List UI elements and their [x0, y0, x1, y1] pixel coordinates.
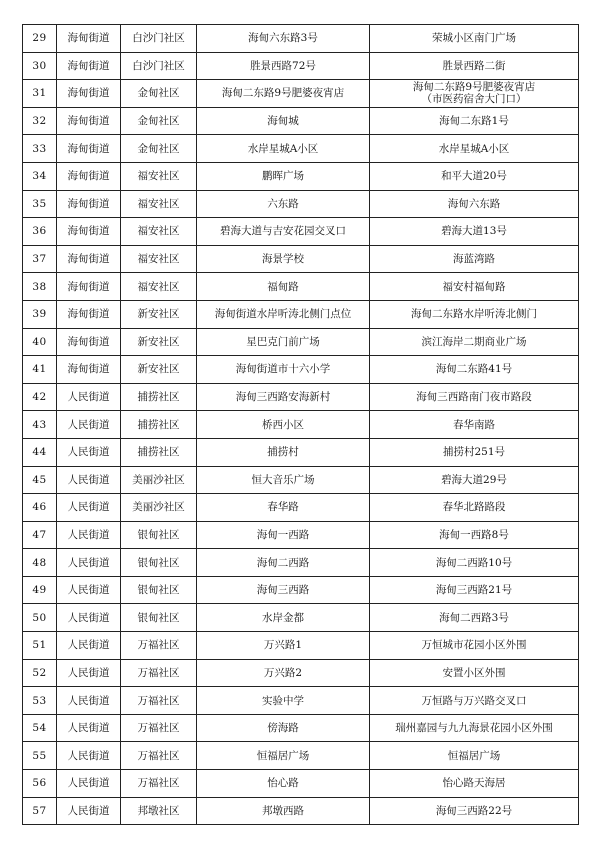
street-cell: 人民街道	[57, 687, 121, 715]
address-line: 福安村福甸路	[442, 280, 506, 293]
street-cell: 人民街道	[57, 797, 121, 825]
row-number: 57	[23, 797, 57, 825]
table-row	[23, 328, 579, 356]
location-cell: 星巴克门前广场	[197, 328, 370, 356]
address-cell	[370, 576, 579, 604]
address-line: 春华北路路段	[442, 501, 506, 514]
row-number: 48	[23, 549, 57, 577]
street-cell: 海甸街道	[57, 273, 121, 301]
street-cell: 海甸街道	[57, 80, 121, 108]
location-cell: 碧海大道与吉安花园交叉口	[197, 218, 370, 246]
row-number: 39	[23, 300, 57, 328]
address-line: 海蓝湾路	[453, 253, 495, 266]
location-cell: 傍海路	[197, 714, 370, 742]
row-number: 38	[23, 273, 57, 301]
community-cell: 金甸社区	[121, 107, 197, 135]
community-cell: 金甸社区	[121, 135, 197, 163]
row-number: 50	[23, 604, 57, 632]
street-cell: 人民街道	[57, 770, 121, 798]
location-cell: 海甸三西路安海新村	[197, 383, 370, 411]
location-cell: 海甸街道市十六小学	[197, 356, 370, 384]
location-cell: 六东路	[197, 190, 370, 218]
address-line: 海甸三西路22号	[435, 804, 513, 817]
address-cell	[370, 162, 579, 190]
address-line: 海甸三西路21号	[435, 584, 513, 597]
address-cell	[370, 245, 579, 273]
row-number: 53	[23, 687, 57, 715]
table-row	[23, 300, 579, 328]
row-number: 51	[23, 632, 57, 660]
address-line: 海甸二东路水岸听涛北侧门	[411, 308, 537, 321]
street-cell: 人民街道	[57, 742, 121, 770]
address-line: （市医药宿舍大门口）	[421, 93, 527, 106]
street-cell: 人民街道	[57, 659, 121, 687]
address-cell	[370, 25, 579, 53]
address-line: 万恒城市花园小区外围	[421, 639, 527, 652]
table-row	[23, 604, 579, 632]
address-cell	[370, 770, 579, 798]
address-cell	[370, 604, 579, 632]
street-cell: 海甸街道	[57, 218, 121, 246]
community-cell: 美丽沙社区	[121, 466, 197, 494]
table-row	[23, 494, 579, 522]
address-cell	[370, 659, 579, 687]
location-cell: 福甸路	[197, 273, 370, 301]
row-number: 33	[23, 135, 57, 163]
street-cell: 海甸街道	[57, 107, 121, 135]
street-cell: 人民街道	[57, 521, 121, 549]
table-row	[23, 521, 579, 549]
table-row	[23, 687, 579, 715]
table-row	[23, 25, 579, 53]
address-line: 怡心路天海居	[442, 777, 506, 790]
community-cell: 新安社区	[121, 356, 197, 384]
row-number: 32	[23, 107, 57, 135]
community-cell: 邦墩社区	[121, 797, 197, 825]
address-cell	[370, 52, 579, 80]
community-cell: 福安社区	[121, 273, 197, 301]
street-cell: 海甸街道	[57, 300, 121, 328]
row-number: 52	[23, 659, 57, 687]
location-cell: 鹏晖广场	[197, 162, 370, 190]
address-line: 安置小区外围	[442, 666, 506, 679]
table-row	[23, 714, 579, 742]
address-cell	[370, 549, 579, 577]
address-cell	[370, 521, 579, 549]
address-cell	[370, 687, 579, 715]
location-cell: 胜景西路72号	[197, 52, 370, 80]
location-cell: 桥西小区	[197, 411, 370, 439]
table-row	[23, 107, 579, 135]
row-number: 36	[23, 218, 57, 246]
row-number: 45	[23, 466, 57, 494]
address-line: 海甸六东路	[447, 197, 501, 210]
address-cell	[370, 714, 579, 742]
address-line: 和平大道20号	[441, 170, 507, 183]
community-cell: 新安社区	[121, 328, 197, 356]
table-row	[23, 383, 579, 411]
street-cell: 海甸街道	[57, 356, 121, 384]
street-cell: 海甸街道	[57, 245, 121, 273]
address-line: 胜景西路二街	[442, 59, 506, 72]
location-cell: 海甸城	[197, 107, 370, 135]
community-cell: 万福社区	[121, 714, 197, 742]
address-cell	[370, 356, 579, 384]
address-line: 恒福居广场	[447, 749, 501, 762]
address-line: 滨江海岸二期商业广场	[421, 335, 527, 348]
street-cell: 海甸街道	[57, 162, 121, 190]
address-line: 碧海大道29号	[441, 473, 507, 486]
community-cell: 白沙门社区	[121, 52, 197, 80]
street-cell: 人民街道	[57, 466, 121, 494]
address-cell	[370, 107, 579, 135]
row-number: 31	[23, 80, 57, 108]
community-cell: 银甸社区	[121, 521, 197, 549]
address-cell	[370, 383, 579, 411]
location-cell: 水岸星城A小区	[197, 135, 370, 163]
street-cell: 人民街道	[57, 383, 121, 411]
table-row	[23, 356, 579, 384]
location-cell: 万兴路2	[197, 659, 370, 687]
address-line: 荣城小区南门广场	[432, 32, 516, 45]
address-cell	[370, 438, 579, 466]
table-row	[23, 218, 579, 246]
community-cell: 万福社区	[121, 632, 197, 660]
community-cell: 白沙门社区	[121, 25, 197, 53]
table-row	[23, 770, 579, 798]
row-number: 44	[23, 438, 57, 466]
community-cell: 银甸社区	[121, 576, 197, 604]
street-cell: 人民街道	[57, 438, 121, 466]
address-cell	[370, 328, 579, 356]
address-cell	[370, 742, 579, 770]
community-cell: 万福社区	[121, 742, 197, 770]
address-cell	[370, 218, 579, 246]
street-cell: 人民街道	[57, 411, 121, 439]
row-number: 41	[23, 356, 57, 384]
community-cell: 美丽沙社区	[121, 494, 197, 522]
address-line: 海甸二西路3号	[439, 611, 509, 624]
address-cell	[370, 632, 579, 660]
row-number: 37	[23, 245, 57, 273]
community-cell: 新安社区	[121, 300, 197, 328]
location-cell: 恒福居广场	[197, 742, 370, 770]
address-line: 海甸二东路1号	[439, 115, 509, 128]
community-cell: 福安社区	[121, 218, 197, 246]
row-number: 56	[23, 770, 57, 798]
location-cell: 海甸二西路	[197, 549, 370, 577]
row-number: 34	[23, 162, 57, 190]
address-line: 万恒路与万兴路交叉口	[421, 694, 527, 707]
address-cell	[370, 273, 579, 301]
row-number: 47	[23, 521, 57, 549]
street-cell: 人民街道	[57, 714, 121, 742]
address-cell	[370, 494, 579, 522]
street-cell: 海甸街道	[57, 135, 121, 163]
address-line: 海甸三西路南门夜市路段	[416, 391, 532, 404]
address-cell	[370, 135, 579, 163]
table-row	[23, 162, 579, 190]
address-line: 海甸二东路41号	[435, 363, 513, 376]
table-row	[23, 549, 579, 577]
table-row	[23, 245, 579, 273]
table-row	[23, 576, 579, 604]
table-row	[23, 190, 579, 218]
street-cell: 人民街道	[57, 632, 121, 660]
location-cell: 邦墩西路	[197, 797, 370, 825]
community-cell: 捕捞社区	[121, 438, 197, 466]
address-cell	[370, 80, 579, 108]
address-cell	[370, 466, 579, 494]
address-line: 水岸星城A小区	[438, 142, 510, 155]
address-line: 海甸二东路9号肥婆夜宵店	[412, 81, 536, 94]
address-line: 碧海大道13号	[441, 225, 507, 238]
location-cell: 海甸街道水岸听涛北侧门点位	[197, 300, 370, 328]
address-line: 海甸一西路8号	[439, 528, 509, 541]
location-cell: 万兴路1	[197, 632, 370, 660]
table-row	[23, 659, 579, 687]
row-number: 55	[23, 742, 57, 770]
location-cell: 海甸三西路	[197, 576, 370, 604]
address-line: 捕捞村251号	[442, 446, 506, 459]
row-number: 43	[23, 411, 57, 439]
community-cell: 万福社区	[121, 770, 197, 798]
location-cell: 水岸金都	[197, 604, 370, 632]
address-line: 海甸二西路10号	[435, 556, 513, 569]
row-number: 40	[23, 328, 57, 356]
community-cell: 福安社区	[121, 190, 197, 218]
row-number: 42	[23, 383, 57, 411]
street-cell: 人民街道	[57, 494, 121, 522]
location-cell: 捕捞村	[197, 438, 370, 466]
community-cell: 福安社区	[121, 162, 197, 190]
table-row	[23, 466, 579, 494]
address-line: 瑞州嘉园与九九海景花园小区外围	[395, 722, 553, 735]
row-number: 29	[23, 25, 57, 53]
community-cell: 金甸社区	[121, 80, 197, 108]
community-cell: 万福社区	[121, 687, 197, 715]
location-cell: 怡心路	[197, 770, 370, 798]
site-table	[22, 24, 579, 825]
location-cell: 海甸一西路	[197, 521, 370, 549]
street-cell: 海甸街道	[57, 25, 121, 53]
table-row	[23, 632, 579, 660]
table-row	[23, 273, 579, 301]
table-row	[23, 135, 579, 163]
location-cell: 春华路	[197, 494, 370, 522]
street-cell: 海甸街道	[57, 328, 121, 356]
row-number: 30	[23, 52, 57, 80]
community-cell: 福安社区	[121, 245, 197, 273]
location-cell: 恒大音乐广场	[197, 466, 370, 494]
street-cell: 人民街道	[57, 576, 121, 604]
street-cell: 人民街道	[57, 549, 121, 577]
table-row	[23, 438, 579, 466]
street-cell: 人民街道	[57, 604, 121, 632]
street-cell: 海甸街道	[57, 52, 121, 80]
row-number: 46	[23, 494, 57, 522]
address-cell	[370, 797, 579, 825]
community-cell: 万福社区	[121, 659, 197, 687]
location-cell: 海甸六东路3号	[197, 25, 370, 53]
address-cell	[370, 190, 579, 218]
address-cell	[370, 411, 579, 439]
community-cell: 捕捞社区	[121, 411, 197, 439]
row-number: 54	[23, 714, 57, 742]
street-cell: 海甸街道	[57, 190, 121, 218]
community-cell: 银甸社区	[121, 604, 197, 632]
address-line: 春华南路	[453, 418, 495, 431]
location-cell: 海甸二东路9号肥婆夜宵店	[197, 80, 370, 108]
community-cell: 捕捞社区	[121, 383, 197, 411]
table-row	[23, 52, 579, 80]
table-row	[23, 797, 579, 825]
row-number: 35	[23, 190, 57, 218]
site-table-body	[23, 25, 579, 825]
location-cell: 实验中学	[197, 687, 370, 715]
table-row	[23, 742, 579, 770]
table-row	[23, 80, 579, 108]
row-number: 49	[23, 576, 57, 604]
community-cell: 银甸社区	[121, 549, 197, 577]
location-cell: 海景学校	[197, 245, 370, 273]
address-cell	[370, 300, 579, 328]
table-row	[23, 411, 579, 439]
